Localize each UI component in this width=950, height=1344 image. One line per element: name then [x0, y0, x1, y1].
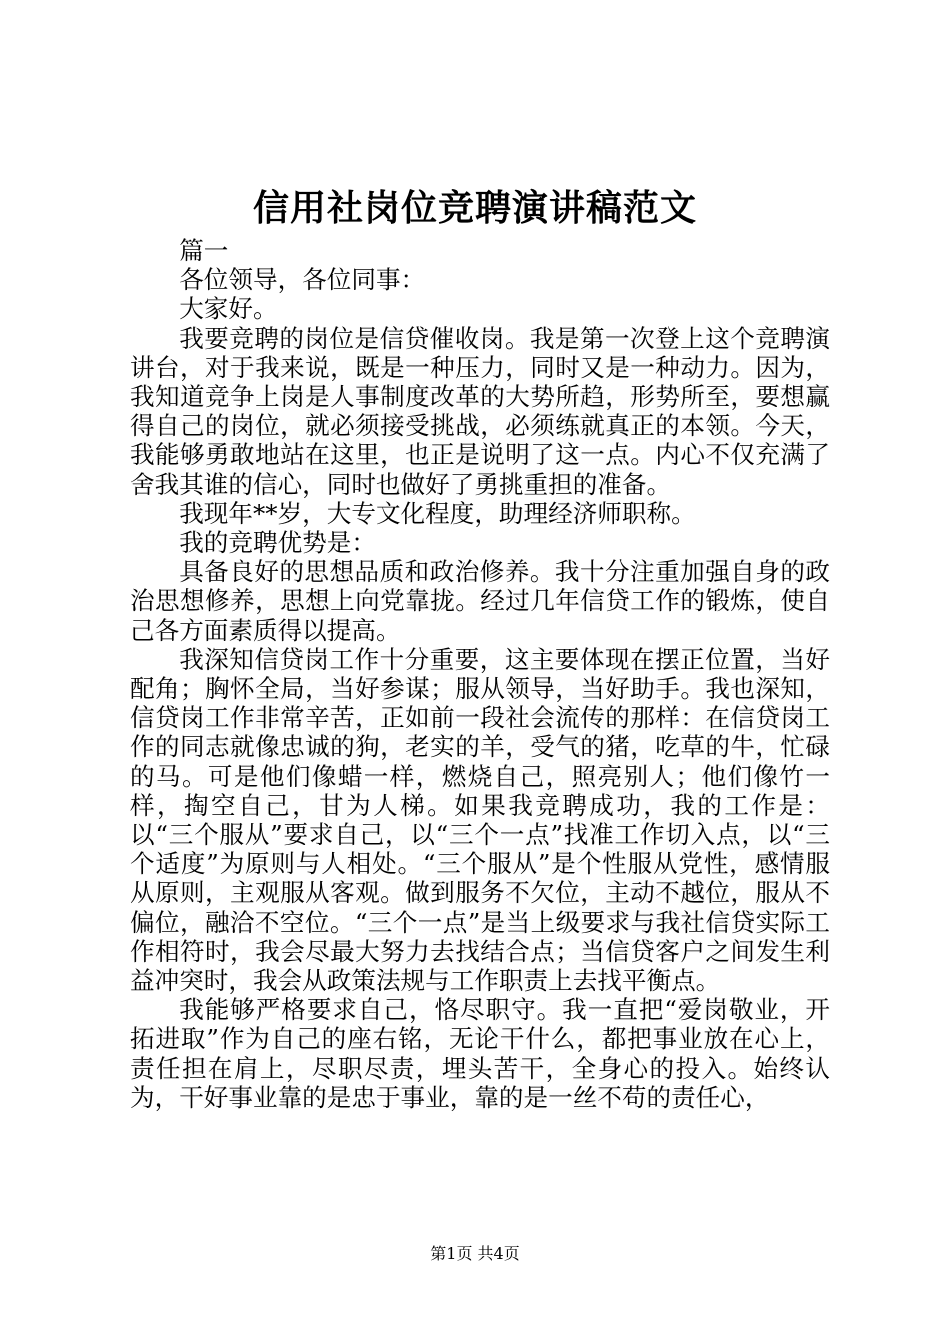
document-title: 信用社岗位竞聘演讲稿范文 — [252, 187, 697, 229]
paragraph: 大家好。 — [179, 294, 278, 324]
paragraph: 我能够严格要求自己，恪尽职守。我一直把“爱岗敬业，开拓进取”作为自己的座右铭，无论干什么，都把事业放在心上，责任担在肩上，尽职尽责，埋头苦干，全身心的投入。始终认为，干好事业靠的是忠于事业，靠的是一丝不苟的责任心， — [130, 995, 830, 1112]
paragraph: 我的竞聘优势是： — [179, 528, 376, 558]
paragraph: 我深知信贷岗工作十分重要，这主要体现在摆正位置，当好配角；胸怀全局，当好参谋；服从领导，当好助手。我也深知，信贷岗工作非常辛苦，正如前一段社会流传的那样：在信贷岗工作的同志就像忠诚的狗，老实的羊，受气的猪，吃草的牛，忙碌的马。可是他们像蜡一样，燃烧自己，照亮别人；他们像竹一样，掏空自己，甘为人梯。如果我竞聘成功，我的工作是：以“三个服从”要求自己，以“三个一点”找准工作切入点，以“三个适度”为原则与人相处。“三个服从”是个性服从党性，感情服从原则，主观服从客观。做到服务不欠位，主动不越位，服从不偏位，融洽不空位。“三个一点”是当上级要求与我社信贷实际工作相符时，我会尽最大努力去找结合点；当信贷客户之间发生利益冲突时，我会从政策法规与工作职责上去找平衡点。 — [130, 644, 830, 996]
paragraph: 我要竞聘的岗位是信贷催收岗。我是第一次登上这个竞聘演讲台，对于我来说，既是一种压力，同时又是一种动力。因为，我知道竞争上岗是人事制度改革的大势所趋，形势所至，要想赢得自己的岗位，就必须接受挑战，必须练就真正的本领。今天，我能够勇敢地站在这里，也正是说明了这一点。内心不仅充满了舍我其谁的信心，同时也做好了勇挑重担的准备。 — [130, 323, 830, 499]
paragraph: 各位领导，各位同事： — [179, 265, 426, 295]
page-footer: 第1页 共4页 — [430, 1244, 520, 1263]
document-body — [130, 236, 830, 1112]
paragraph: 具备良好的思想品质和政治修养。我十分注重加强自身的政治思想修养，思想上向党靠拢。经过几年信贷工作的锻炼，使自己各方面素质得以提高。 — [130, 557, 830, 645]
paragraph: 我现年**岁，大专文化程度，助理经济师职称。 — [179, 498, 696, 528]
paragraph: 篇一 — [179, 236, 229, 265]
